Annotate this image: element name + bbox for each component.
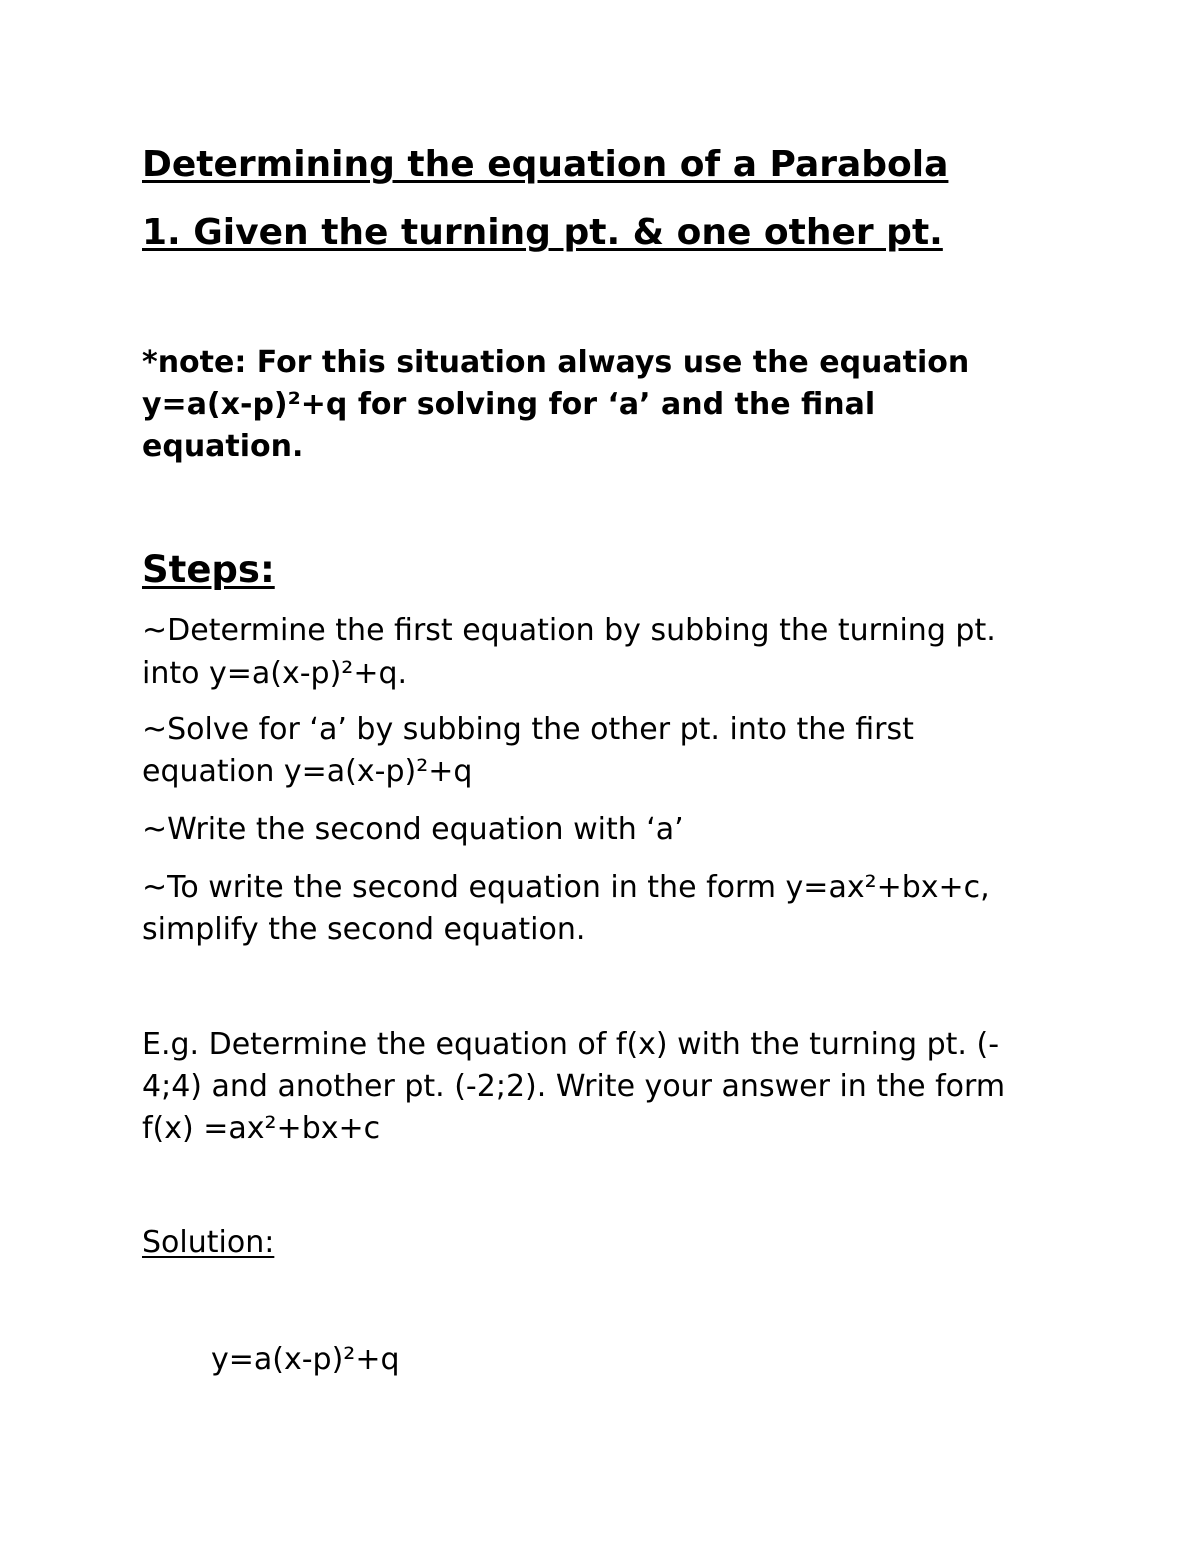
step-3-line-1: ~Write the second equation with ‘a’ (142, 812, 684, 847)
step-2-line-2: equation y=a(x-p)²+q (142, 754, 473, 789)
solution-label: Solution: (142, 1225, 275, 1260)
step-1-line-2: into y=a(x-p)²+q. (142, 656, 408, 691)
example-line-3: f(x) =ax²+bx+c (142, 1111, 381, 1146)
steps-heading: Steps: (142, 548, 275, 591)
example-line-1: E.g. Determine the equation of f(x) with the turning pt. (- (142, 1027, 1000, 1062)
step-1-line-1: ~Determine the first equation by subbing the turning pt. (142, 613, 996, 648)
note-line-3: equation. (142, 429, 304, 464)
document-title: Determining the equation of a Parabola (142, 144, 949, 185)
step-2-line-1: ~Solve for ‘a’ by subbing the other pt. into the first (142, 712, 914, 747)
note-line-2: y=a(x-p)²+q for solving for ‘a’ and the final (142, 387, 876, 422)
step-4-line-1: ~To write the second equation in the form y=ax²+bx+c, (142, 870, 990, 905)
step-4-line-2: simplify the second equation. (142, 912, 586, 947)
document-subtitle: 1. Given the turning pt. & one other pt. (142, 212, 943, 253)
note-line-1: *note: For this situation always use the equation (142, 345, 970, 380)
example-line-2: 4;4) and another pt. (-2;2). Write your answer in the form (142, 1069, 1006, 1104)
solution-equation: y=a(x-p)²+q (211, 1342, 400, 1377)
